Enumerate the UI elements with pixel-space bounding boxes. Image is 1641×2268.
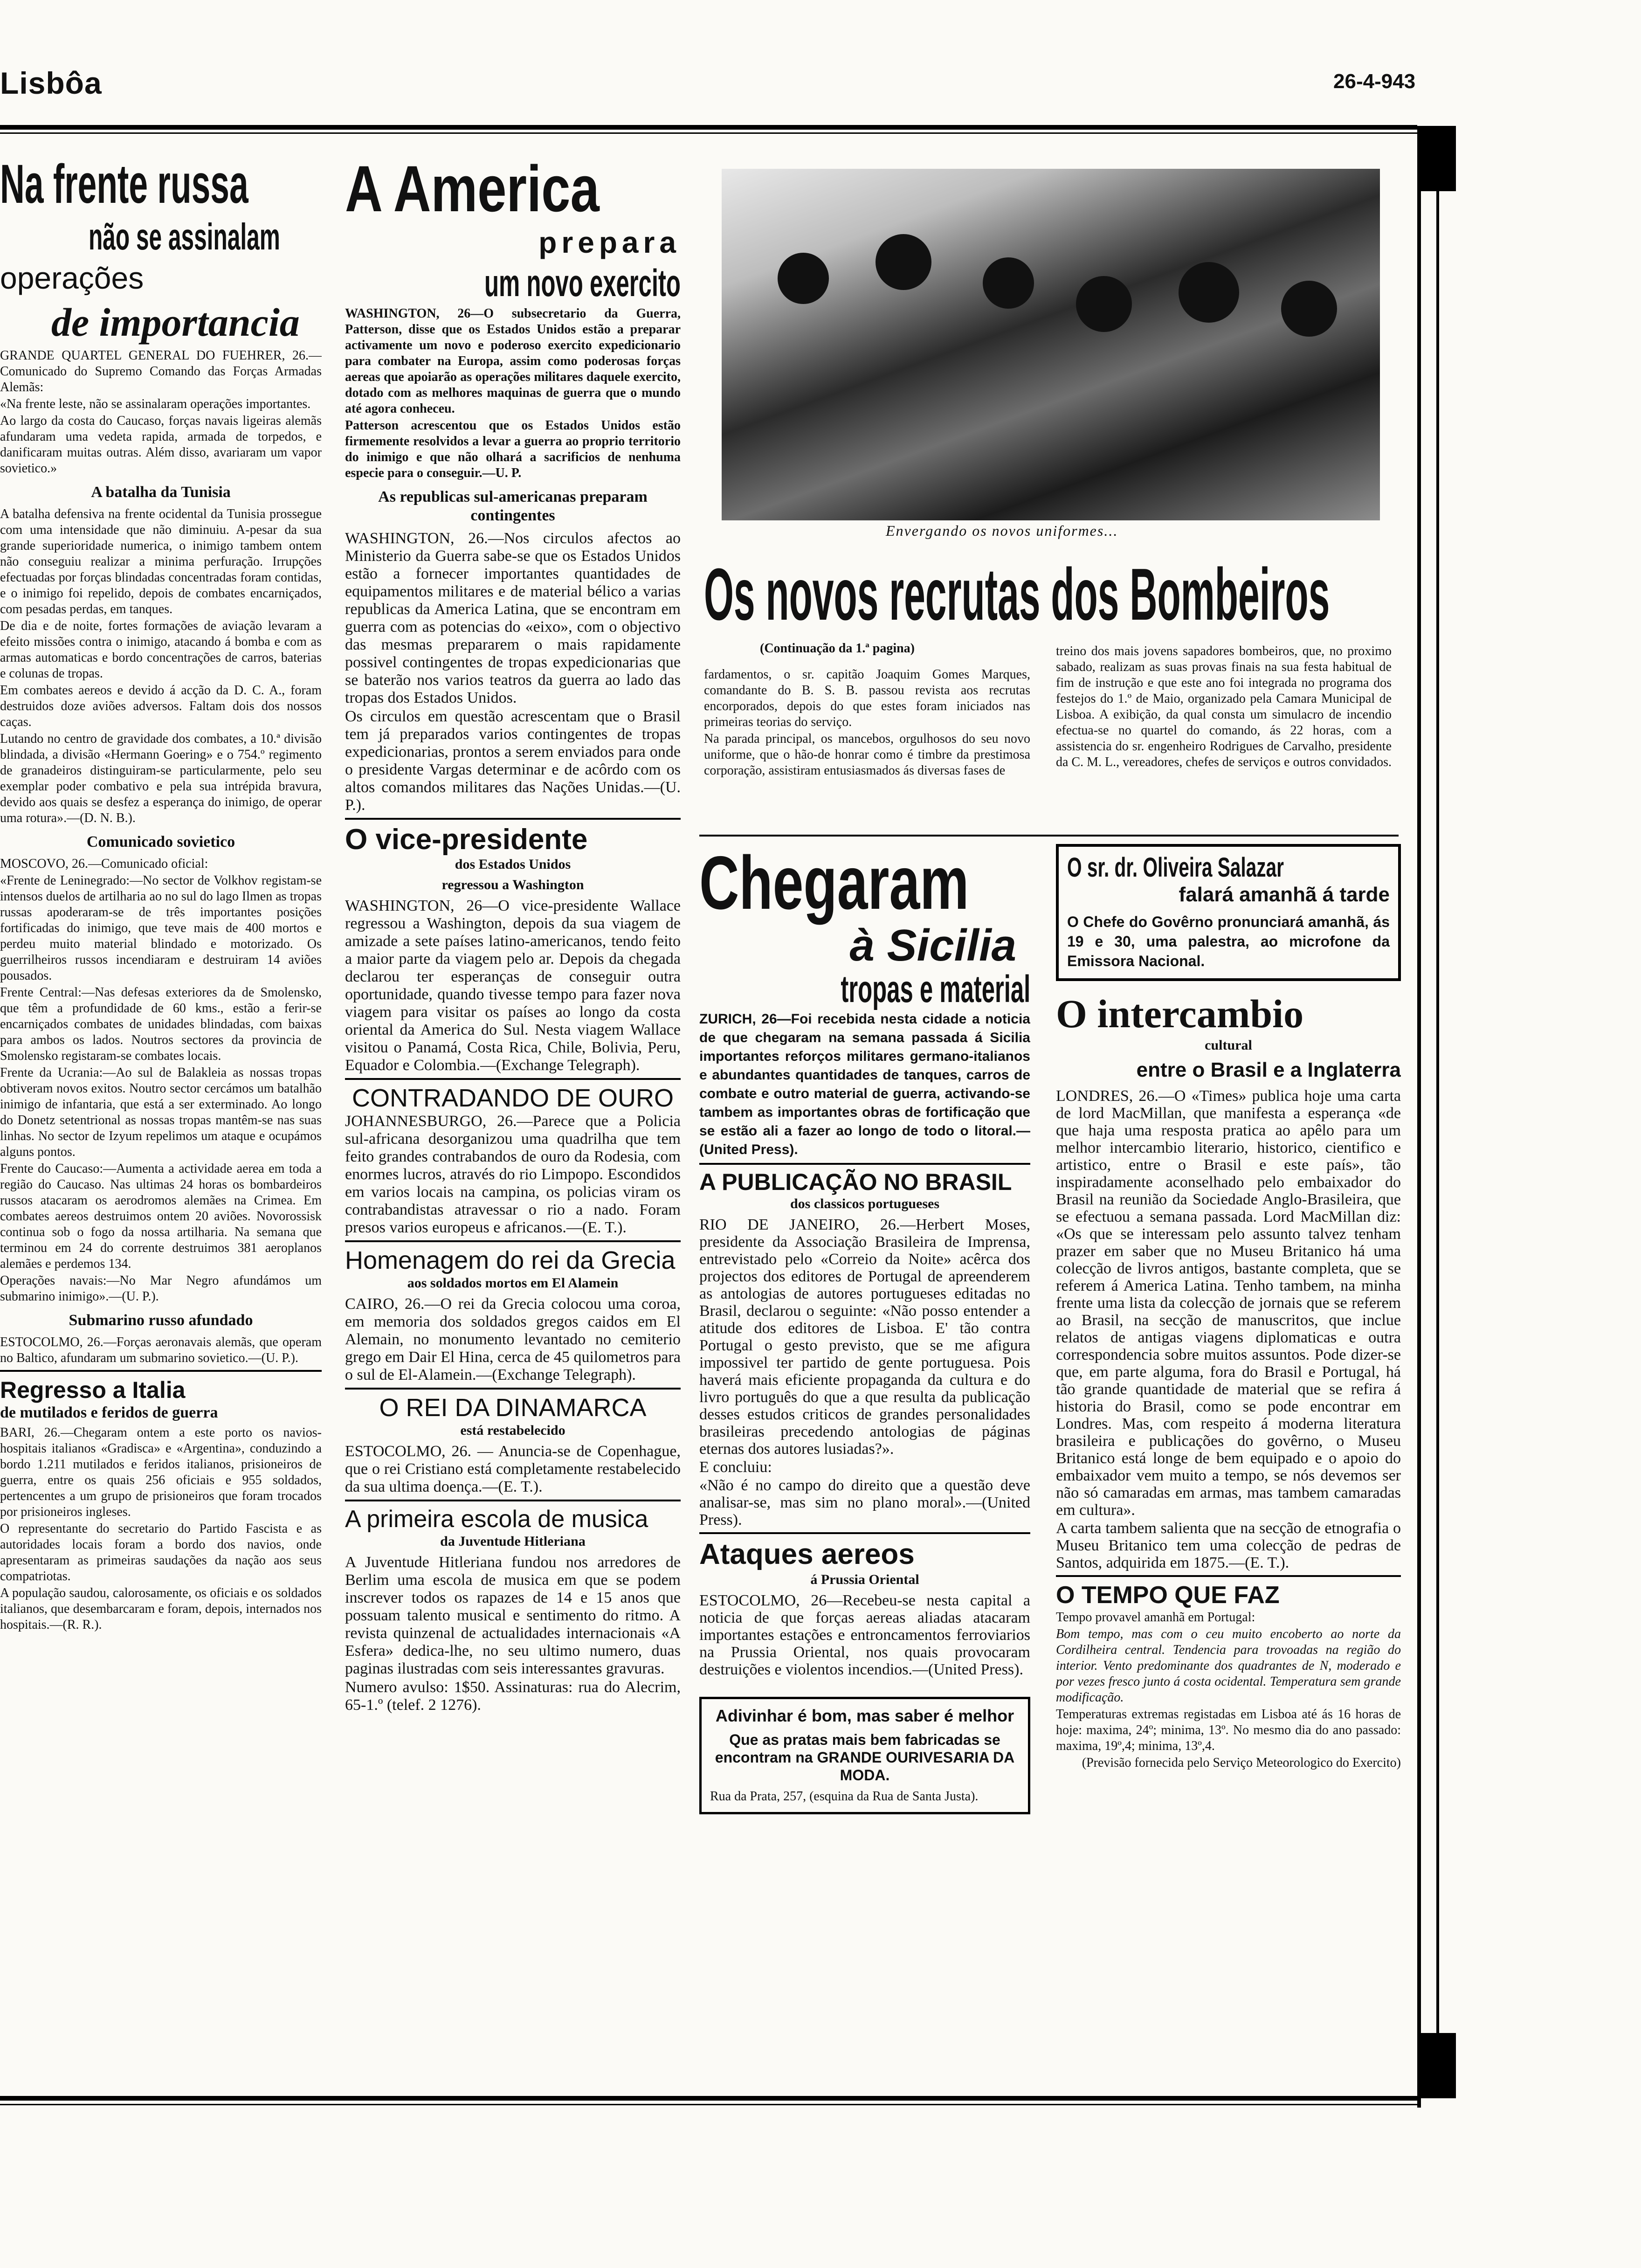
bottom-rule [0,2096,1417,2101]
top-rule-thin [0,132,1417,134]
paragraph: Frente Central:—Nas defesas exteriores da de Smolensko, que têm a profundidade de 60 kms., estão a ferir-se encarniçados combates de unidades blindadas, com baixas para ambos os lados. Noutros sectores da provincia de Smolensko registaram-se combates locais. [0,985,322,1063]
subheading: Comunicado sovietico [86,833,235,850]
divider [699,1532,1030,1534]
headline-danish-king: O REI DA DINAMARCA [379,1394,647,1422]
paragraph: Temperaturas extremas registadas em Lisboa até ás 16 horas de hoje: maxima, 24º; minima, 13º. No mesmo dia do ano passado: maxima, 19º,4; minima, 13º,4. [1056,1707,1401,1753]
headline-subtitle-2: entre o Brasil e a Inglaterra [1136,1058,1401,1081]
headline-subtitle: á Prussia Oriental [810,1572,919,1587]
headline-intercambio: O intercambio [1056,991,1304,1036]
paragraph: O representante do secretario do Partido Fascista e as autoridades locais foram a bordo dos navios, onde apresentaram as primeiras saudações da nação aos seus compatriotas. [0,1521,322,1583]
paragraph: JOHANNESBURGO, 26.—Parece que a Policia sul-africana desorganizou uma quadrilha que tem feito grandes contrabandos de ouro da Rodesia, com enormes lucros, através do rio Limpopo. Escondidos em varios locais na campina, os policias viram os contrabandistas atravessar o rio a nado. Foram presos varios europeus e africanos.—(E. T.). [345,1113,681,1236]
column-1 [0,154,322,2094]
headline-line-4: de importancia [51,300,300,345]
headline-subtitle: aos soldados mortos em El Alamein [407,1275,619,1291]
paragraph: De dia e de noite, fortes formações de aviação levaram a efeito missões contra o inimigo, atacando á bomba e com as armas automaticas e bordo concentrações de carros, baterias e colunas de tropas. [0,619,322,681]
divider [699,1163,1030,1165]
divider [699,835,1399,837]
headline-line-2: à Sicilia [849,920,1016,970]
headline-subtitle: da Juventude Hitleriana [440,1534,586,1549]
paragraph: Frente da Ucrania:—Ao sul de Balakleia as nossas tropas obtiveram novos exitos. Noutro sector cercámos um batalhão inimigo de infantaria, que está a ser exterminado. Ao longo do Donetz setentrional as nossas tropas mantêm-se nas suas linhas. No sector de Izyum repelimos um ataque e ocupámos alguns pontos. [0,1065,322,1159]
paragraph: A Juventude Hitleriana fundou nos arredores de Berlim uma escola de musica em que se podem inscrever todos os rapazes de 14 e 15 anos que possuam talento musical e sentimento do ritmo. A revista quinzenal de actualidades internacionais «A Esfera» dedica-lhe, no seu ultimo numero, duas paginas ilustradas com seis interessantes gravuras. [345,1554,681,1677]
paragraph: Tempo provavel amanhã em Portugal: [1056,1610,1255,1625]
advertisement-ourivesaria [699,1697,1030,1814]
subheading: Submarino russo afundado [69,1312,253,1329]
column-2 [345,154,681,2094]
paragraph: ZURICH, 26—Foi recebida nesta cidade a noticia de que chegaram na semana passada á Sicilia importantes reforços militares germano-italianos e abundantes quantidades de tanques, carros de combate e outro material de guerra, activando-se tambem as importantes obras de fortificação que se estão ali a fazer ao longo de todo o litoral.—(United Press). [699,1011,1030,1157]
paragraph: Operações navais:—No Mar Negro afundámos um submarino inimigo».—(U. P.). [0,1273,322,1304]
headline-bombeiros: Os novos recrutas dos Bombeiros [704,555,1330,634]
ad-address: Rua da Prata, 257, (esquina da Rua de Santa Justa). [710,1789,979,1804]
continuation-note: (Continuação da 1.ª pagina) [760,641,915,656]
headline-vice-president: O vice-presidente [345,823,588,856]
headline-line-2: não se assinalam [89,216,280,257]
subheading: As republicas sul-americanas preparam contingentes [378,488,648,524]
paragraph: GRANDE QUARTEL GENERAL DO FUEHRER, 26.—Comunicado do Supremo Comando das Forças Armadas Alemãs: [0,348,322,394]
headline-subtitle: de mutilados e feridos de guerra [0,1404,218,1421]
paragraph: A carta tambem salienta que na secção de etnografia o Museu Britanico tem uma colecção de pedras de Santos, adquirida em 1875.—(E. T.). [1056,1520,1401,1571]
headline-subtitle: cultural [1205,1037,1252,1053]
box-headline-2: falará amanhã á tarde [1179,883,1390,906]
paragraph: WASHINGTON, 26—O subsecretario da Guerra, Patterson, disse que os Estados Unidos estão a preparar activamente um novo e poderoso exercito expedicionario para combater na Europa, assim como poderosas forças aereas que apoiarão as operações militares daquele exercito, dotado com as melhores maquinas de guerra que o mundo até agora conheceu. [345,306,681,416]
paragraph: CAIRO, 26.—O rei da Grecia colocou uma coroa, em memoria dos soldados gregos caidos em El Alemain, no monumento levantado no cemiterio grego em Dair El Hina, cerca de 45 quilometros para o sul de El-Alamein.—(Exchange Telegraph). [345,1295,681,1383]
bombeiros-text-right [1056,643,1392,830]
paragraph: E concluiu: [699,1459,772,1476]
paragraph: Os circulos em questão acrescentam que o Brasil tem já preparados varios contingentes de tropas expedicionarias, prontos a serem enviados para onde o presidente Vargas determinar e de acôrdo com os altos comandos militares das Nações Unidas.—(U. P.). [345,708,681,814]
paragraph: «Frente de Leninegrado:—No sector de Volkhov registam-se intensos duelos de artilharia ao no sul do lago Ilmen as tropas russas apoderaram-se de três importantes posições fortificadas do inimigo, que teve mais de 400 mortos e perdeu muito material blindado e motorizado. Os guerrilheiros russos incendiaram e destruiram 14 aviões pousados. [0,873,322,983]
headline-air-attacks: Ataques aereos [699,1538,915,1570]
headline-subtitle: dos classicos portugueses [790,1196,940,1211]
paragraph: Patterson acrescentou que os Estados Unidos estão firmemente resolvidos a levar a guerra ao proprio territorio do inimigo e que não olhará a sacrificios de nenhuma especie para o conseguir.—U. P. [345,418,681,480]
top-rule [0,125,1417,130]
paragraph: «Não é no campo do direito que a questão deve analisar-se, mas sim no plano moral».—(United Press). [699,1477,1030,1528]
headline-subtitle: regressou a Washington [441,877,584,892]
paragraph: Frente do Caucaso:—Aumenta a actividade aerea em toda a região do Caucaso. Nas ultimas 24 horas os bombardeiros russos atacaram os aerodromos alemães na Crimea. Em combates aereos destruimos ontem 20 aviões. Novorossisk continua sob o fogo da nossa artilharia. Na semana que terminou em 24 do corrente destruimos 381 aeroplanos alemães e perdemos 134. [0,1162,322,1271]
paragraph: Em combates aereos e devido á acção da D. C. A., foram destruidos doze aviões adversos. Faltam dois dos nossos caças. [0,683,322,729]
paragraph: WASHINGTON, 26.—Nos circulos afectos ao Ministerio da Guerra sabe-se que os Estados Unidos estão a fornecer importantes quantidades de equipamentos militares e de material bélico a varias republicas da America Latina, que se encontram em guerra com as potencias do «eixo», com o objectivo das mesmas prepararem o mais rapidamente possivel contingentes de tropas expedicionarias que se baterão nos varios teatros da guerra ao lado das tropas dos Estados Unidos. [345,530,681,706]
headline-gold-smuggling: CONTRADANDO DE OURO [352,1084,674,1112]
divider [345,818,681,820]
paragraph: (Previsão fornecida pelo Serviço Meteorologico do Exercito) [1082,1756,1401,1770]
headline-russian-front: Na frente russa [0,154,248,215]
paragraph: Numero avulso: 1$50. Assinaturas: rua do Alecrim, 65-1.º (telef. 2 1276). [345,1679,681,1714]
subheading: A batalha da Tunisia [91,484,231,501]
paragraph: A população saudou, calorosamente, os oficiais e os soldados italianos, que desembarcaram e foram, depois, internados nos hospitais.—(R. R.). [0,1586,322,1632]
photo-firemen-recruits [722,169,1380,520]
paragraph: Ao largo da costa do Caucaso, forças navais ligeiras alemãs afundaram uma vedeta rapida, armada de torpedos, e danificaram muitas outras. Além disso, avariaram um vapor sovietico.» [0,414,322,476]
headline-subtitle: dos Estados Unidos [455,857,571,872]
headline-america: A America [345,154,600,225]
headline-line-3: operações [0,261,144,295]
headline-line-2: prepara [538,226,681,259]
headline-publication-brazil: A PUBLICAÇÃO NO BRASIL [699,1169,1012,1195]
headline-weather: O TEMPO QUE FAZ [1056,1582,1280,1609]
paragraph: ESTOCOLMO, 26. — Anuncia-se de Copenhague, que o rei Cristiano está completamente restabelecido da sua ultima doença.—(E. T.). [345,1443,681,1495]
paragraph: ESTOCOLMO, 26—Recebeu-se nesta capital a noticia de que forças aereas aliadas atacaram importantes estações e entroncamentos ferroviarios na Prussia Oriental, nos quais provocaram destruições e violentos incendios.—(United Press). [699,1592,1030,1678]
paragraph: ESTOCOLMO, 26.—Forças aeronavais alemãs, que operam no Baltico, afundaram um submarino sovietico.—(U. P.). [0,1335,322,1365]
headline-greek-king: Homenagem do rei da Grecia [345,1246,676,1274]
divider [0,1370,322,1372]
paragraph: Lutando no centro de gravidade dos combates, a 10.ª divisão blindada, a divisão «Hermann Goering» e o 754.º regimento de granadeiros distinguiram-se particularmente, pelo seu exemplar poder combativo e pela sua intrépida bravura, devido aos quais se desfez a esperança do inimigo, de operar uma rotura».—(D. N. B.). [0,732,322,825]
paragraph: WASHINGTON, 26—O vice-presidente Wallace regressou a Washington, depois da sua viagem de amizade a sete países latino-americanos, tendo feito a maior parte da viagem pelo ar. Depois da chegada declarou ter esperanças de conseguir outra oportunidade, quando tivesse tempo para fazer nova viagem para visitar os países ao longo da costa oriental da America do Sul. Nesta viagem Wallace visitou o Panamá, Costa Rica, Chile, Bolivia, Peru, Equador e Colombia.—(Exchange Telegraph). [345,897,681,1074]
paragraph: BARI, 26.—Chegaram ontem a este porto os navios-hospitais italianos «Gradisca» e «Argentina», conduzindo a bordo 1.211 mutilados e feridos italianos, prisioneiros de guerra, entre os quais 256 oficiais e 955 soldados, pertencentes a um grupo de prisioneiros que foram trocados por prisioneiros ingleses. [0,1425,322,1519]
paragraph: RIO DE JANEIRO, 26.—Herbert Moses, presidente da Associação Brasileira de Imprensa, entrevistado pelo «Correio da Noite» acêrca dos projectos dos editores de Portugal de apreenderem as antologias de autores portugueses editadas no Brasil, declarou o seguinte: «Não posso entender a atitude dos editores de Lisboa. E' tão contra Portugal o gesto previsto, que se me afigura impossivel ter partido de gente portuguesa. Pois haverá mais eficiente propaganda da cultura e do livro português do que a que resulta da publicação desses estudos criticos de grandes personalidades brasileiras precedendo antologias de páginas eternas dos autores lusiadas?». [699,1216,1030,1458]
headline-line-3: um novo exercito [484,262,681,304]
column-3 [699,844,1030,2094]
headline-line-3: tropas e material [841,968,1030,1010]
ad-body: Que as pratas mais bem fabricadas se encontram na GRANDE OURIVESARIA DA MODA. [715,1731,1015,1784]
divider [345,1500,681,1501]
bombeiros-text-left [704,667,1030,828]
paragraph: MOSCOVO, 26.—Comunicado oficial: [0,857,208,871]
paragraph: treino dos mais jovens sapadores bombeiros, que, no proximo sabado, realizam as suas provas finais na sua festa habitual de fim de instrução e que este ano foi integrada no programa dos festejos do 1.º de Maio, organizado pela Camara Municipal de Lisboa. A exibição, da qual consta um simulacro de incendio efectua-se no quartel do comando, ás 22 horas, com a assistencia do sr. engenheiro Rodrigues de Carvalho, presidente da C. M. L., vereadores, chefes de serviços e outros convidados. [1056,644,1392,769]
paragraph: LONDRES, 26.—O «Times» publica hoje uma carta de lord MacMillan, que manifesta a esperança «de que haja uma resposta pratica ao apêlo para um melhor intercambio literario, historico, cientifico e artistico, entre o Brasil e este país», tão inspiradamente aconselhado pelo embaixador do Brasil na reunião da Sociedade Anglo-Brasileira, que se efectuou a semana passada. Lord MacMillan diz: «Os que se interessam pelo assunto talvez tenham prazer em saber que no Museu Britanico há uma colecção de livros antigos, bastante completa, que se referem á America Latina. Tenho tambem, na minha frente uma lista da colecção de jornais que se referem ao Brasil, na secção de manuscritos, que inclue relatos de antigas viagens diplomaticas e outra correspondencia sobre muitos assuntos. Pode dizer-se que, em parte alguma, fora do Brasil e Portugal, há tão grande quantidade de material que se refira á historia do Brasil, como se pode encontrar em Londres. Mas, com respeito á moderna literatura brasileira e publicações do govêrno, o Museu Britanico está longe de bem equipado e o apoio do embaixador vem muito a tempo, se nós devemos ser não só camaradas em armas, mas tambem camaradas em cultura». [1056,1087,1401,1519]
salazar-box [1056,844,1401,981]
headline-music-school: A primeira escola de musica [345,1506,648,1533]
paragraph: fardamentos, o sr. capitão Joaquim Gomes Marques, comandante do B. S. B. passou revista aos recrutas encorporados, depois do que estes foram iniciados nas primeiras teorias do serviço. [704,667,1030,729]
box-text: O Chefe do Govêrno pronunciará amanhã, ás 19 e 30, uma palestra, ao microfone da Emissora Nacional. [1067,913,1390,969]
ad-title: Adivinhar é bom, mas saber é melhor [715,1706,1014,1725]
paragraph: Na parada principal, os mancebos, orgulhosos do seu novo uniforme, que o hão-de honrar como é timbre da prestimosa corporação, assistiram entusiasmados ás diversas fases de [704,732,1030,778]
paragraph: Bom tempo, mas com o ceu muito encoberto ao norte da Cordilheira central. Tendencia para trovoadas na região do interior. Vento predominante dos quadrantes de N, moderado e por vezes fresco junto á costa ocidental. Temperatura sem grande modificação. [1056,1627,1401,1705]
divider [345,1388,681,1390]
bombeiros-headline-box [704,555,1403,634]
headline-chegaram: Chegaram [699,844,969,925]
masthead-title: Lisbôa [0,66,102,100]
photo-caption: Envergando os novos uniformes... [886,522,1118,539]
bottom-rule-thin [0,2104,1417,2105]
divider [345,1240,681,1242]
paragraph: A batalha defensiva na frente ocidental da Tunisia prosseguе com uma intensidade que não diminuiu. A-pesar da sua grande superioridade numerica, o inimigo tambem ontem não conseguiu realizar a minima perfuração. Irrupções efectuadas por forças blindadas concentradas foram contidas, e o inimigo foi repelido, depois de combates encarniçados, com pesadas perdas, em tanques. [0,507,322,616]
divider [345,1078,681,1080]
issue-date: 26-4-943 [1333,70,1416,93]
headline-subtitle: está restabelecido [460,1423,565,1438]
divider [1056,1575,1401,1577]
headline-italy-return: Regresso a Italia [0,1377,186,1403]
column-4 [1056,844,1401,2094]
paragraph: «Na frente leste, não se assinalaram operações importantes. [0,397,311,411]
right-margin-bar [1417,126,1456,2108]
box-headline: O sr. dr. Oliveira Salazar [1067,852,1284,883]
